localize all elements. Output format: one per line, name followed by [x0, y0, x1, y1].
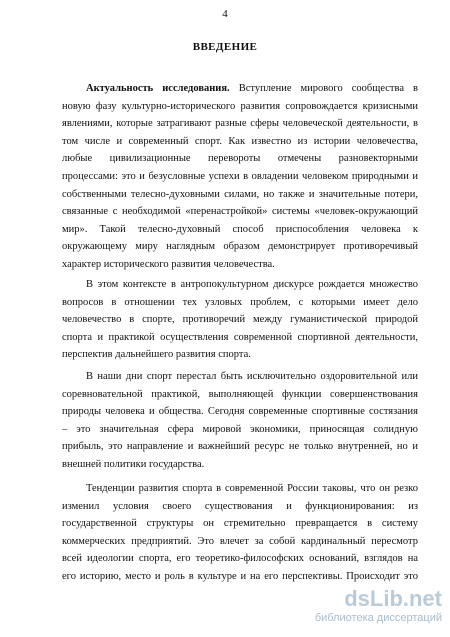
paragraph-lead: Актуальность исследования. — [86, 83, 230, 94]
paragraph-line: соревновательной практикой, выполняющей функции совершенствования — [62, 388, 418, 400]
paragraph-line: государственной структуры он стремительно превращается в систему — [62, 518, 418, 530]
paragraph-trends — [62, 480, 418, 586]
paragraph-line: человечество в спорте, противоречий между гуманистической природой — [62, 314, 418, 326]
paragraph-line: внешней политики государства. — [62, 458, 205, 470]
paragraph-line: любые цивилизационные перевороты отмечены разновекторными — [62, 153, 418, 165]
watermark-subtitle: библиотека диссертаций — [314, 612, 442, 624]
watermark-logo: dsLib.net — [344, 586, 442, 611]
paragraph-line: том числе и современный спорт. Как известно из истории человечества, — [62, 135, 418, 147]
paragraph-relevance — [62, 80, 418, 274]
paragraph-line: изменил условия своего существования и функционирования: из — [62, 500, 418, 512]
paragraph-line: – это значительная сфера мировой экономики, приносящая солидную — [62, 423, 418, 435]
paragraph-line: окружающему миру наглядным образом демонстрирует противоречивый — [62, 241, 418, 253]
paragraph-line: характер исторического развития человечества. — [62, 258, 275, 270]
paragraph-line: всей идеологии спорта, его теоретико-философских оснований, взглядов на — [62, 553, 418, 565]
paragraph-line: связанные с необходимой «перенастройкой» системы «человек-окружающий — [62, 206, 418, 218]
paragraph-line: перспектив дальнейшего развития спорта. — [62, 349, 251, 361]
paragraph-line: Актуальность исследования. Вступление мирового сообщества в — [86, 83, 418, 94]
section-heading: ВВЕДЕНИЕ — [192, 41, 258, 53]
paragraph-line: В этом контексте в антропокультурном дискурсе рождается множество — [86, 279, 418, 290]
paragraph-line: прибыль, это направление и важнейший ресурс не только внутренней, но и — [62, 441, 418, 453]
paragraph-line: мир». Такой телесно-духовный способ приспособления человека к — [62, 223, 418, 235]
page-number: 4 — [222, 8, 228, 20]
paragraph-line: собственными телесно-духовными силами, но также и значительные потери, — [62, 188, 418, 200]
paragraph-line: В наши дни спорт перестал быть исключительно оздоровительной или — [86, 371, 418, 382]
paragraph-line: его историю, место и роль в культуре и на его перспективы. Происходит это — [62, 570, 418, 582]
paragraph-modern-sport — [62, 368, 418, 474]
paragraph-context — [62, 276, 418, 364]
paragraph-line: процессами: это и безусловные успехи в овладении человеком природными и — [62, 170, 418, 182]
dslib-watermark[interactable] — [292, 587, 442, 633]
paragraph-line: явлениями, которые затрагивают разные сферы человеческой деятельности, в — [62, 118, 418, 130]
paragraph-line: природы человека и общества. Сегодня современные спортивные состязания — [62, 406, 418, 418]
paragraph-line: вопросов в отношении тех узловых проблем, с которыми имеет дело — [62, 296, 418, 308]
paragraph-line: новую фазу культурно-исторического развития сопровождается кризисными — [62, 100, 418, 112]
paragraph-line: коммерческих предприятий. Это влечет за собой кардинальный пересмотр — [62, 535, 418, 547]
paragraph-line: спорта и практикой осуществления современной спортивной деятельности, — [62, 331, 418, 343]
paragraph-line: Тенденции развития спорта в современной России таковы, что он резко — [86, 483, 418, 494]
